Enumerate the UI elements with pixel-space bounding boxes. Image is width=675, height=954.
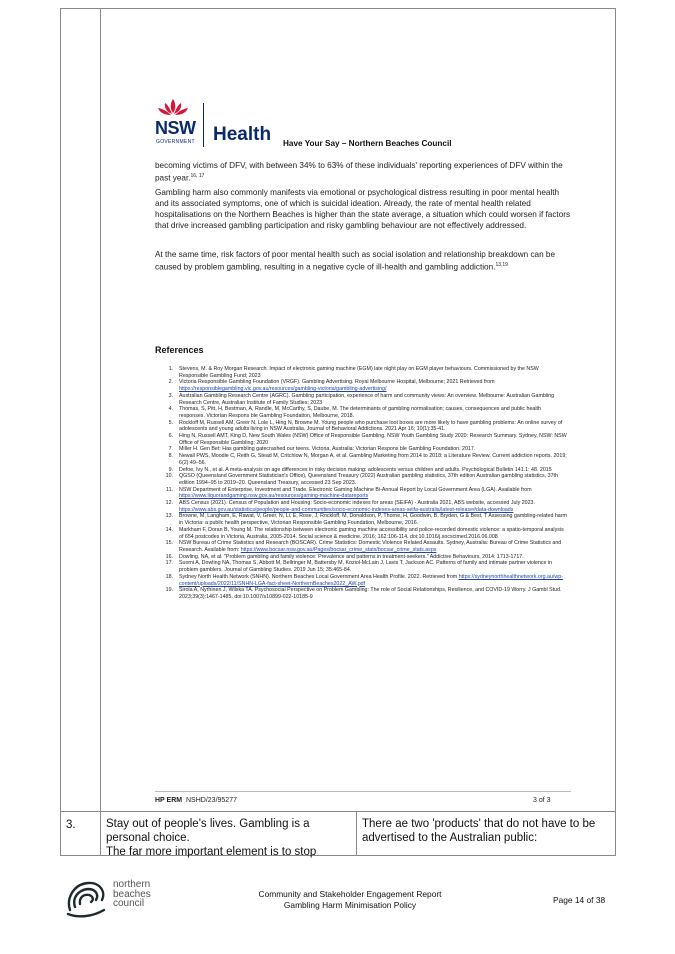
paragraph-2: Gambling harm also commonly manifests via emotional or psychological distress resulting in poor mental health and its associated symptoms, one of which is suicidal ideation. Already, the rate of mental health related hospitalisations on the Northern Beaches is higher than the state average, a situation which could worsen if factors that drive increased gambling participation and risky gambling behaviour are not effectively addressed. — [155, 188, 571, 230]
reference-number: 13. — [165, 513, 173, 520]
reference-number: 18. — [165, 573, 173, 580]
reference-item — [155, 433, 567, 446]
table-col-divider-1 — [100, 8, 101, 856]
reference-link[interactable]: https://sydneynorthhealthnetwork.org.au/wp-content/uploads/2022/11/SNHN-LGA-fact-sheet-NorthernBeaches2022_AW.pdf — [179, 573, 563, 587]
northern-beaches-council-logo-icon — [62, 876, 110, 920]
embedded-footer-rule — [155, 791, 571, 792]
reference-item — [155, 406, 567, 419]
reference-text: ABS Census (2021). Census of Population and Housing: Socio-economic indexes for areas (SEIFA) - Australia 2021, ABS website, accessed July 2023. https://www.abs.gov.au/statistics/people/people-and-communities/socio-economic-indexes-areas-seifa-australia/latest-release#data-downloads — [179, 500, 535, 513]
reference-item — [155, 467, 567, 474]
submission-comment: Stay out of people's lives. Gambling is a personal choice. The far more important element is to stop — [106, 818, 317, 858]
reference-text: Markham F, Doran B, Young M. The relationship between electronic gaming machine accessibility and police-recorded domestic violence: a spatio-temporal analysis of 654 postcodes in Victoria, Australia, 2005-2014. Social science & medicine. 2016; 162:106-114. doi:10.1016/j.socscimed.2016.06.008 — [179, 526, 564, 540]
reference-text: Defoe, Ivy N., et al. A meta-analysis on age differences in risky decision making: adolescents versus children and adults. Psychological Bulletin 141.1: 48. 2015 — [179, 466, 552, 473]
logo-separator — [203, 103, 204, 147]
reference-link[interactable]: https://responsiblegambling.vic.gov.au/resources/gambling-victoria/gambling-advertising/ — [179, 386, 387, 393]
reference-item — [155, 500, 567, 513]
references-list — [155, 366, 567, 601]
reference-item — [155, 473, 567, 486]
reference-text: Suomi A, Dowling NA, Thomas S, Abbott M, Bellringer M, Battersby M, Koziol-McLain J, Lavis T, Jackson AC. Patterns of family and intimate partner violence in problem gamblers. Journal of Gambling Studies. 2019 Jun 15; 35:465-84. — [179, 560, 553, 574]
reference-text: NSW Department of Enterprise, Investment and Trade. Electronic Gaming Machine Bi-Annual Report by Local Government Area (LGA). Available from https://www.liquorandgaming.nsw.gov.au/resources/gaming-machine-datareports — [179, 486, 532, 500]
reference-text: Sirola A, Nyrhinen J, Wilska TA. Psychosocial Perspective on Problem Gambling: The role of Social Relationships, Resilience, and COVID-19 Worry. J Gambl Stud. 2023;39(3):1467-1485. doi:10.1007/s10899-022-10185-9 — [179, 587, 562, 600]
reference-text: Victoria Responsible Gambling Foundation (VRGF). Gambling Advertising. Royal Melbourne Hospital, Melbourne; 2021 Retrieved from https://responsiblegambling.vic.gov.au/resources/gambling-victoria/gambling-advertising/ — [179, 379, 495, 393]
reference-link[interactable]: https://www.liquorandgaming.nsw.gov.au/resources/gaming-machine-datareports — [179, 493, 369, 500]
reference-item — [155, 379, 567, 392]
reference-number: 19. — [165, 587, 173, 594]
table-col-divider-2 — [356, 811, 357, 856]
reference-number: 9. — [168, 466, 173, 473]
reference-number: 3. — [168, 392, 173, 399]
reference-number: 7. — [168, 446, 173, 453]
embedded-footer-reference: HP ERM NSHD/23/95277 — [155, 797, 237, 804]
reference-text: Browne, M, Langham, E, Rawat, V, Greer, N, Li, E, Rose, J, Rockloff, M, Donaldson, P, Thorne, H, Goodwin, B, Bryden, G & Best, T Assessing gambling-related harm in Victoria: a public health perspective, Victorian Responsible Gambling Foundation, Melbourne, 2016. — [179, 513, 567, 527]
reference-item — [155, 554, 567, 561]
nsw-government-text: GOVERNMENT — [156, 139, 195, 145]
reference-number: 16. — [165, 553, 173, 560]
reference-item — [155, 446, 567, 453]
reference-item — [155, 587, 567, 600]
reference-text: QGSO (Queensland Government Statistician's Office), Queensland Treasury (2022) Australian gambling statistics, 37th edition Australian gambling statistics, 37th edition 1994–95 to 2019–20. Queensland Treasury, accessed 23 Sep 2023. — [179, 473, 558, 486]
row-number: 3. — [66, 819, 76, 831]
reference-number: 4. — [168, 406, 173, 413]
reference-number: 15. — [165, 540, 173, 547]
reference-item — [155, 527, 567, 540]
reference-number: 8. — [168, 453, 173, 460]
nsw-logo-text: NSW — [155, 118, 196, 138]
reference-text: Thomas, S, Pitt, H, Bestman, A, Randle, M, McCarthy, S, Daube, M. The determinants of gambling normalisation; causes, consequences and public health responses. Victorian Respons ble Gambling Foundation, Melbourne, 2018. — [179, 406, 541, 419]
reference-number: 10. — [165, 473, 173, 480]
paragraph-3: At the same time, risk factors of poor mental health such as social isolation and relationship breakdown can be caused by problem gambling, resulting in a negative cycle of ill-health and gambling addiction.$^{13,19}$ — [155, 250, 556, 272]
reference-link[interactable]: https://www.bocsar.nsw.gov.au/Pages/bocsar_crime_stats/bocsar_crime_stats.aspx — [240, 546, 437, 553]
embedded-document-page — [103, 35, 608, 811]
reference-text: Stevens, M. & Roy Morgan Research. Impact of electronic gaming machine (EGM) late night play on EGM player behaviours. Commissioned by the NSW Responsible Gambling Fund; 2023 — [179, 366, 539, 379]
reference-item — [155, 366, 567, 379]
reference-item — [155, 453, 567, 466]
reference-link[interactable]: https://www.abs.gov.au/statistics/people/people-and-communities/socio-economic-indexes-areas-seifa-australia/latest-release#data-downloads — [179, 506, 514, 513]
reference-number: 17. — [165, 560, 173, 567]
reference-number: 6. — [168, 433, 173, 440]
reference-item — [155, 420, 567, 433]
reference-item — [155, 513, 567, 526]
reference-text: Rockloff M, Russell AM, Greer N, Lole L, Hing N, Browne M. Young people who purchase loot boxes are more likely to have gambling problems: An online survey of adolescents and young adults living in NSW Australia. Journal of Behavioral Addictions. 2021 Apr 16; 10(1):35-41. — [179, 419, 563, 433]
reference-text: Dowling, NA, et al. "Problem gambling and family violence: Prevalence and patterns in treatment-seekers." Addictive Behaviours, 2014: 1713-1717. — [179, 553, 524, 560]
health-wordmark: Health — [213, 124, 272, 145]
reference-number: 1. — [168, 366, 173, 372]
reference-item — [155, 487, 567, 500]
reference-text: Australian Gambling Research Centre (AGRC). Gambling participation, experience of harm and community views: An overview. Melbourne: Australian Gambling Research Centre, Australian Institute of Family Studies; 2023 — [179, 392, 555, 406]
council-response: There ae two 'products' that do not have to be advertised to the Australian public: — [362, 818, 596, 844]
reference-number: 11. — [166, 486, 173, 493]
reference-item — [155, 560, 567, 573]
reference-item — [155, 574, 567, 587]
reference-text: NSW Bureau of Crime Statistics and Research (BOSCAR). Crime Statistics: Domestic Violence Related Assaults. Sydney, Australia: Bureau of Crime Statistics and Research. Available from: https://www.bocsar.nsw.gov.au/Pages/bocsar_crime_stats/bocsar_crime_stats.aspx — [179, 540, 562, 553]
reference-item — [155, 393, 567, 406]
embedded-page-number: 3 of 3 — [533, 797, 551, 804]
page-number: Page 14 of 38 — [553, 895, 606, 905]
paragraph-1: becoming victims of DFV, with between 34% to 63% of these individuals' reporting experiences of DFV within the past year.$^{16, 17}$ — [155, 161, 563, 183]
reference-number: 14. — [165, 526, 173, 533]
reference-number: 5. — [168, 419, 173, 426]
reference-text: Newall PWS, Moodie C, Reith G, Stead M, Critchlow N, Morgan A, et al. Gambling Marketing from 2014 to 2018: a Literature Review. Current addiction reports. 2019; 6(2):49–56. — [179, 453, 567, 466]
reference-text: Hing N, Russell AMT, King D, New South Wales (NSW) Office of Responsible Gambling. NSW Youth Gambling Study 2020: Research Summary. Sydney, NSW: NSW Office of Responsible Gambling; 2020 — [179, 433, 567, 446]
reference-text: Miller H. Gen Bet: Has gambling gatecrashed our teens. Victoria, Australia: Victorian Respons ble Gambling Foundation. 2017. — [179, 446, 476, 453]
header-title: Have Your Say – Northern Beaches Council — [283, 139, 452, 148]
reference-number: 12. — [165, 500, 173, 507]
table-row-divider — [60, 811, 616, 812]
references-heading: References — [155, 345, 204, 355]
report-title: Community and Stakeholder Engagement Report Gambling Harm Minimisation Policy — [258, 889, 442, 910]
reference-number: 2. — [168, 379, 173, 386]
reference-text: Sydney North Health Network (SNHN). Northern Beaches Local Government Area Health Profile. 2022. Retrieved from https://sydneynorthhealthnetwork.org.au/wp-content/uploads/2022/11/SNHN-LGA-fact-sheet-NorthernBeaches2022_AW.pdf — [179, 573, 563, 587]
council-wordmark: northern beaches council — [113, 879, 151, 909]
reference-item — [155, 540, 567, 553]
